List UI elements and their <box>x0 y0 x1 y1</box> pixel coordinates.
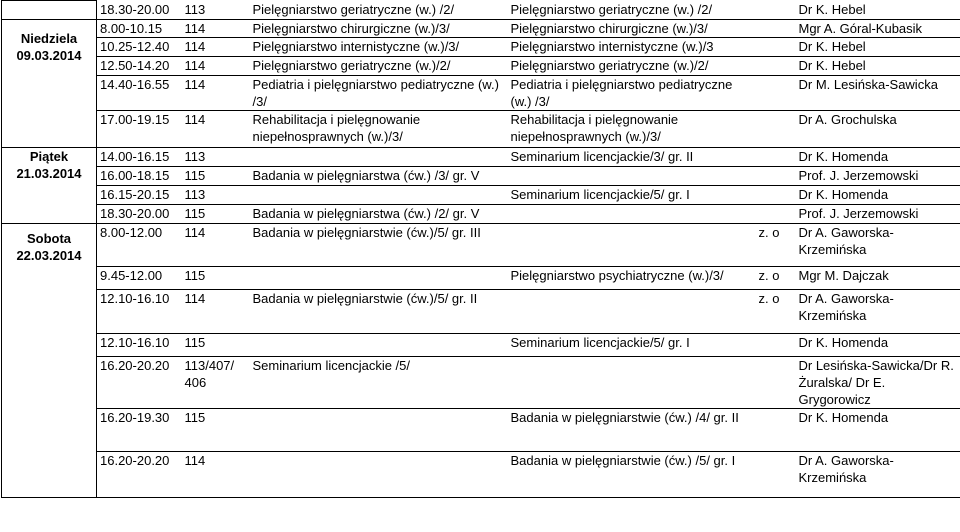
zo-cell <box>756 38 796 57</box>
day-date: 22.03.2014 <box>16 248 82 263</box>
teacher-cell: Prof. J. Jerzemowski <box>796 167 960 186</box>
subject-cell: Pielęgniarstwo geriatryczne (w.)/2/ <box>250 57 508 76</box>
room-cell: 114 <box>182 224 250 267</box>
schedule-table <box>1 0 960 498</box>
table-row <box>2 267 960 290</box>
zo-cell <box>756 111 796 148</box>
teacher-cell: Mgr A. Góral-Kubasik <box>796 20 960 38</box>
day-cell <box>2 20 97 148</box>
time-cell: 14.00-16.15 <box>97 148 182 167</box>
subject-alt-cell: Rehabilitacja i pielęgnowanie niepełnosprawnych (w.)/3/ <box>508 111 756 148</box>
zo-cell <box>756 20 796 38</box>
subject-alt-cell <box>508 290 756 334</box>
table-row <box>2 76 960 111</box>
teacher-cell: Dr A. Gaworska-Krzemińska <box>796 224 960 267</box>
zo-cell: z. o <box>756 267 796 290</box>
room-cell: 115 <box>182 267 250 290</box>
teacher-cell: Dr A. Gaworska-Krzemińska <box>796 452 960 498</box>
room-cell: 114 <box>182 452 250 498</box>
time-cell: 18.30-20.00 <box>97 205 182 224</box>
subject-cell <box>250 334 508 357</box>
time-cell: 16.20-19.30 <box>97 409 182 452</box>
subject-cell <box>250 267 508 290</box>
teacher-cell: Dr K. Hebel <box>796 38 960 57</box>
table-row <box>2 205 960 224</box>
subject-alt-cell: Pielęgniarstwo psychiatryczne (w.)/3/ <box>508 267 756 290</box>
subject-cell: Badania w pielęgniarstwa (ćw.) /2/ gr. V <box>250 205 508 224</box>
subject-cell: Pielęgniarstwo chirurgiczne (w.)/3/ <box>250 20 508 38</box>
subject-alt-cell <box>508 205 756 224</box>
room-cell: 114 <box>182 20 250 38</box>
zo-cell <box>756 186 796 205</box>
subject-alt-cell: Seminarium licencjackie/5/ gr. I <box>508 186 756 205</box>
time-cell: 12.10-16.10 <box>97 334 182 357</box>
subject-cell: Seminarium licencjackie /5/ <box>250 357 508 409</box>
subject-cell: Pediatria i pielęgniarstwo pediatryczne (w.) /3/ <box>250 76 508 111</box>
day-date: 09.03.2014 <box>16 48 82 63</box>
room-cell: 115 <box>182 167 250 186</box>
zo-cell <box>756 167 796 186</box>
subject-cell: Rehabilitacja i pielęgnowanie niepełnosprawnych (w.)/3/ <box>250 111 508 148</box>
time-cell: 9.45-12.00 <box>97 267 182 290</box>
zo-cell: z. o <box>756 224 796 267</box>
room-cell: 113 <box>182 186 250 205</box>
teacher-cell: Dr A. Grochulska <box>796 111 960 148</box>
day-cell <box>2 148 97 224</box>
zo-cell <box>756 409 796 452</box>
zo-cell <box>756 76 796 111</box>
teacher-cell: Dr K. Homenda <box>796 148 960 167</box>
room-cell: 115 <box>182 205 250 224</box>
room-cell: 113 <box>182 148 250 167</box>
table-row <box>2 57 960 76</box>
table-row <box>2 148 960 167</box>
table-row <box>2 409 960 452</box>
zo-cell: z. o <box>756 290 796 334</box>
day-cell <box>2 1 97 20</box>
table-row <box>2 290 960 334</box>
teacher-cell: Dr K. Homenda <box>796 334 960 357</box>
subject-alt-cell: Pielęgniarstwo internistyczne (w.)/3 <box>508 38 756 57</box>
room-cell: 115 <box>182 409 250 452</box>
subject-alt-cell: Badania w pielęgniarstwie (ćw.) /5/ gr. I <box>508 452 756 498</box>
room-cell: 114 <box>182 38 250 57</box>
subject-alt-cell: Seminarium licencjackie/3/ gr. II <box>508 148 756 167</box>
time-cell: 18.30-20.00 <box>97 1 182 20</box>
room-cell: 114 <box>182 76 250 111</box>
subject-cell <box>250 186 508 205</box>
subject-cell: Pielęgniarstwo internistyczne (w.)/3/ <box>250 38 508 57</box>
subject-alt-cell <box>508 167 756 186</box>
time-cell: 17.00-19.15 <box>97 111 182 148</box>
table-row <box>2 167 960 186</box>
zo-cell <box>756 1 796 20</box>
table-row <box>2 20 960 38</box>
teacher-cell: Dr K. Hebel <box>796 1 960 20</box>
room-cell: 114 <box>182 111 250 148</box>
day-name: Sobota <box>26 231 72 246</box>
day-name: Piątek <box>29 149 69 164</box>
room-cell: 113 <box>182 1 250 20</box>
zo-cell <box>756 148 796 167</box>
teacher-cell: Dr K. Homenda <box>796 409 960 452</box>
time-cell: 16.15-20.15 <box>97 186 182 205</box>
subject-cell <box>250 452 508 498</box>
room-cell: 115 <box>182 334 250 357</box>
subject-cell: Pielęgniarstwo geriatryczne (w.) /2/ <box>250 1 508 20</box>
table-row <box>2 1 960 20</box>
subject-cell: Badania w pielęgniarstwie (ćw.)/5/ gr. II <box>250 290 508 334</box>
table-row <box>2 38 960 57</box>
subject-alt-cell: Pielęgniarstwo chirurgiczne (w.)/3/ <box>508 20 756 38</box>
subject-alt-cell: Pielęgniarstwo geriatryczne (w.)/2/ <box>508 57 756 76</box>
teacher-cell: Dr K. Hebel <box>796 57 960 76</box>
time-cell: 10.25-12.40 <box>97 38 182 57</box>
room-cell: 114 <box>182 290 250 334</box>
zo-cell <box>756 452 796 498</box>
teacher-cell: Dr K. Homenda <box>796 186 960 205</box>
table-row <box>2 334 960 357</box>
table-row <box>2 224 960 267</box>
subject-alt-cell: Pediatria i pielęgniarstwo pediatryczne (w.) /3/ <box>508 76 756 111</box>
teacher-cell: Mgr M. Dajczak <box>796 267 960 290</box>
time-cell: 16.20-20.20 <box>97 452 182 498</box>
day-name: Niedziela <box>20 31 78 46</box>
time-cell: 12.10-16.10 <box>97 290 182 334</box>
day-cell <box>2 224 97 498</box>
room-cell: 113/407/ 406 <box>182 357 250 409</box>
time-cell: 8.00-10.15 <box>97 20 182 38</box>
table-row <box>2 357 960 409</box>
time-cell: 16.20-20.20 <box>97 357 182 409</box>
zo-cell <box>756 357 796 409</box>
subject-cell <box>250 409 508 452</box>
teacher-cell: Dr M. Lesińska-Sawicka <box>796 76 960 111</box>
subject-cell <box>250 148 508 167</box>
time-cell: 16.00-18.15 <box>97 167 182 186</box>
room-cell: 114 <box>182 57 250 76</box>
subject-alt-cell <box>508 224 756 267</box>
zo-cell <box>756 334 796 357</box>
subject-cell: Badania w pielęgniarstwie (ćw.)/5/ gr. III <box>250 224 508 267</box>
teacher-cell: Dr A. Gaworska-Krzemińska <box>796 290 960 334</box>
teacher-cell: Prof. J. Jerzemowski <box>796 205 960 224</box>
zo-cell <box>756 205 796 224</box>
subject-cell: Badania w pielęgniarstwa (ćw.) /3/ gr. V <box>250 167 508 186</box>
subject-alt-cell <box>508 357 756 409</box>
time-cell: 8.00-12.00 <box>97 224 182 267</box>
teacher-cell: Dr Lesińska-Sawicka/Dr R. Żuralska/ Dr E. Grygorowicz <box>796 357 960 409</box>
day-date: 21.03.2014 <box>16 166 82 181</box>
subject-alt-cell: Badania w pielęgniarstwie (ćw.) /4/ gr. II <box>508 409 756 452</box>
table-row <box>2 452 960 498</box>
time-cell: 12.50-14.20 <box>97 57 182 76</box>
zo-cell <box>756 57 796 76</box>
table-row <box>2 186 960 205</box>
table-row <box>2 111 960 148</box>
time-cell: 14.40-16.55 <box>97 76 182 111</box>
subject-alt-cell: Pielęgniarstwo geriatryczne (w.) /2/ <box>508 1 756 20</box>
subject-alt-cell: Seminarium licencjackie/5/ gr. I <box>508 334 756 357</box>
